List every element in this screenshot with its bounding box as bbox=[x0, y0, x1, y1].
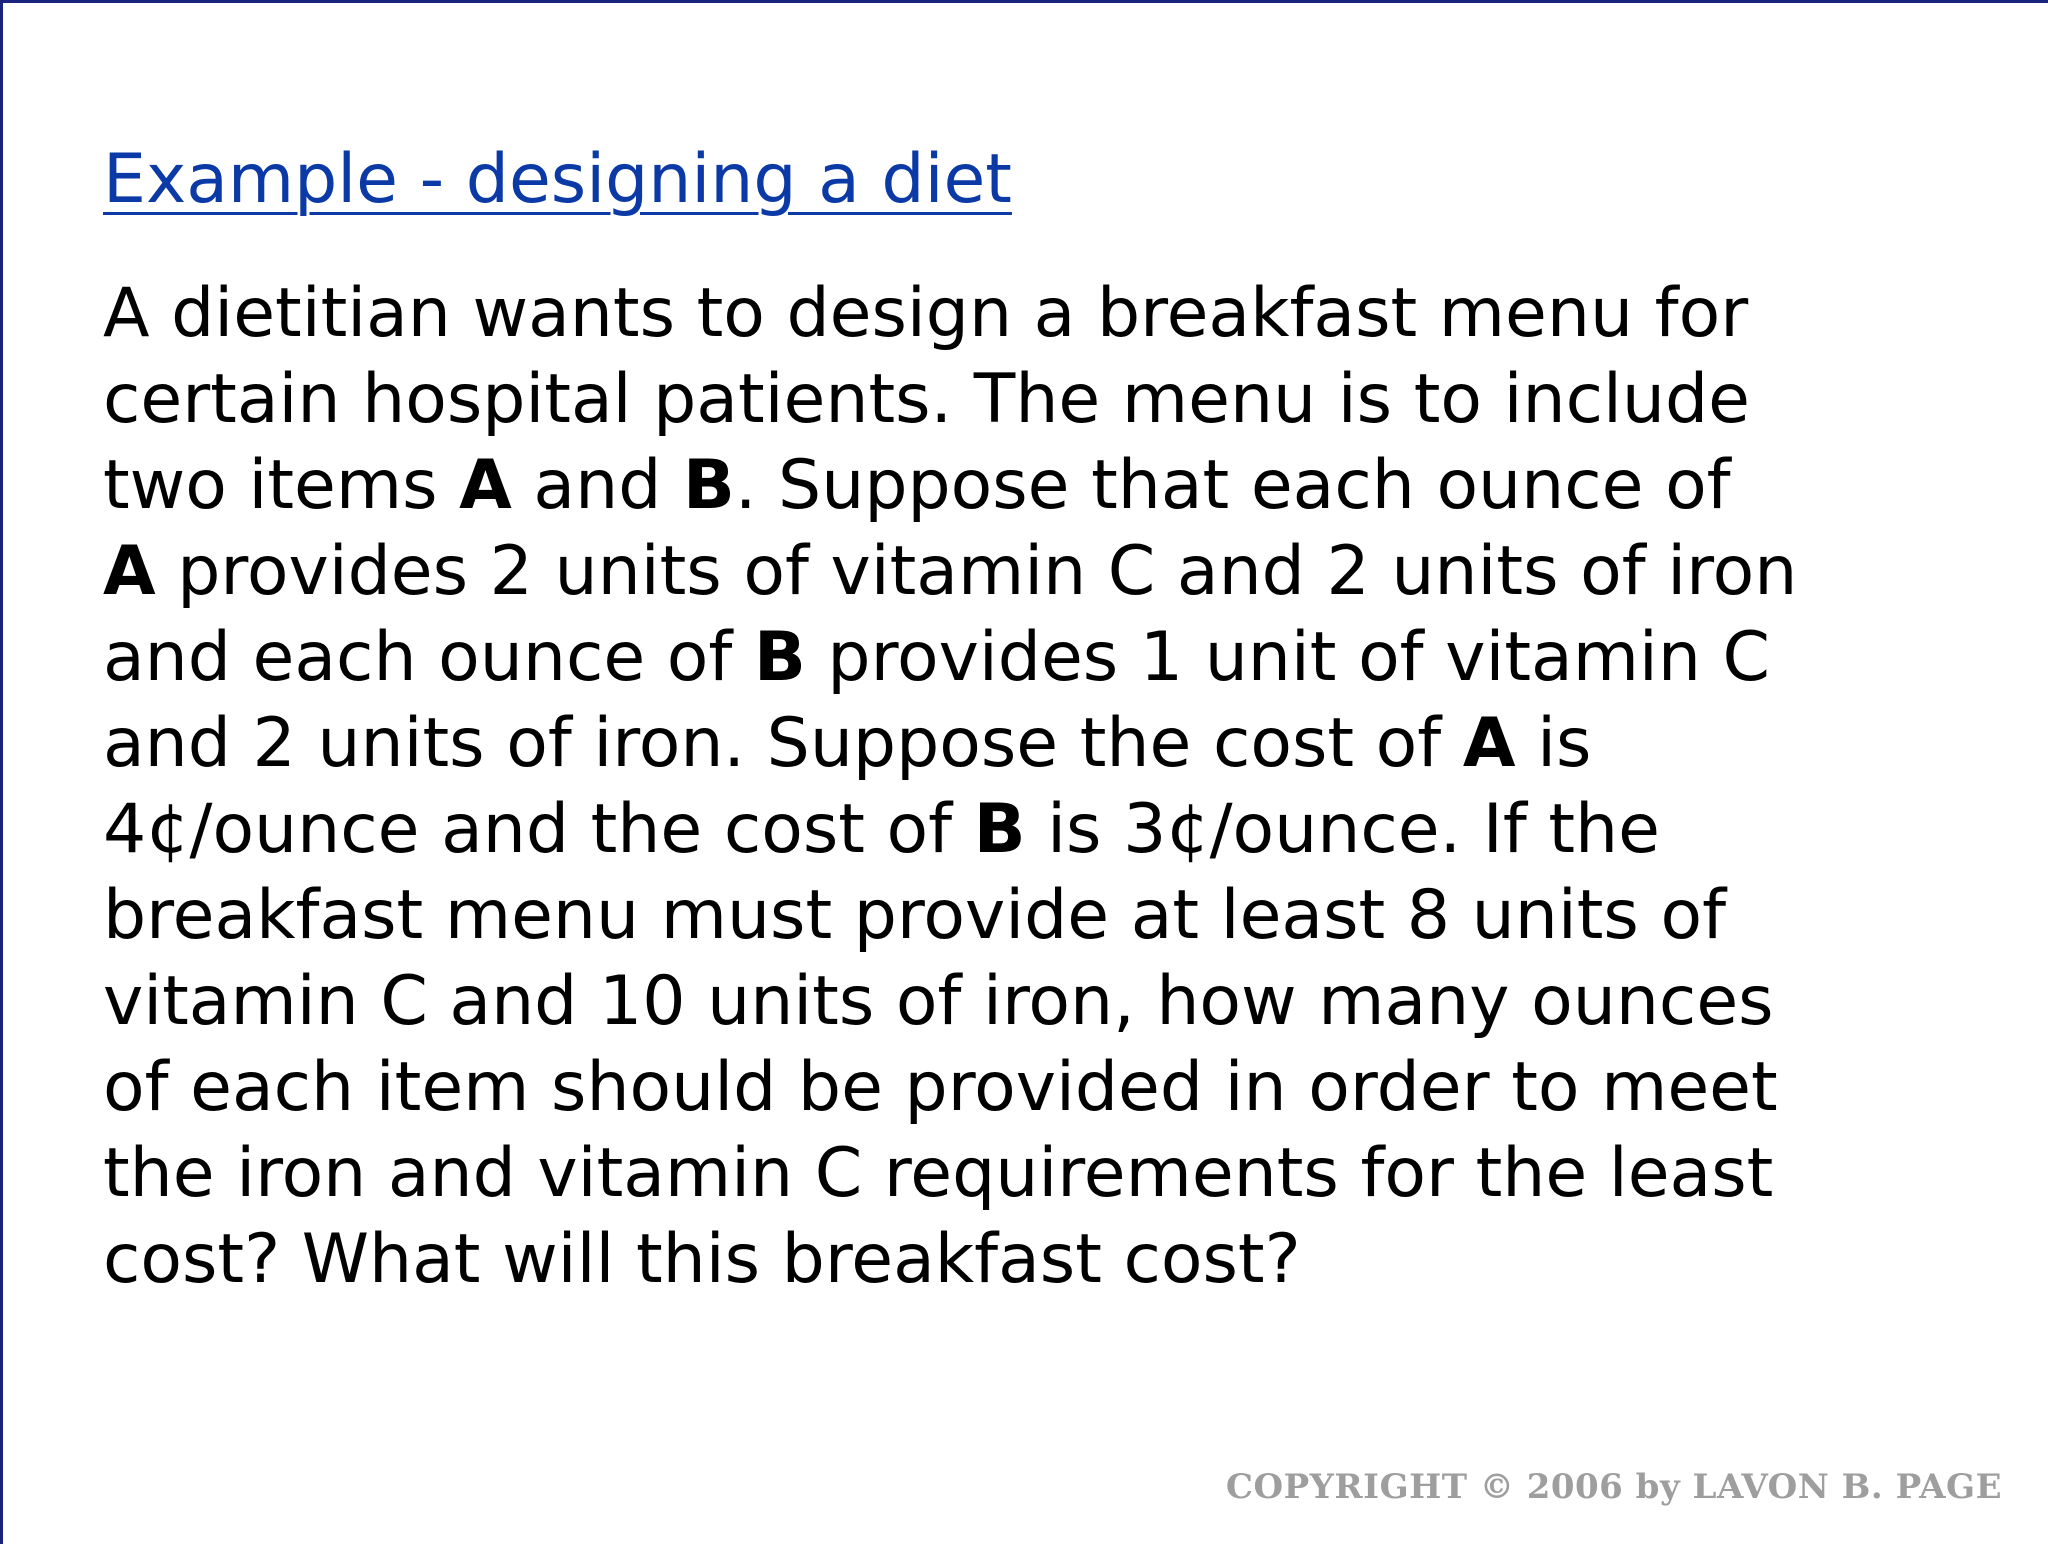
text-segment: and bbox=[511, 446, 683, 525]
text-line bbox=[103, 1045, 2043, 1131]
text-segment: and 2 units of iron. Suppose the cost of bbox=[103, 704, 1463, 783]
text-line bbox=[103, 271, 2043, 357]
text-segment: is bbox=[1515, 704, 1592, 783]
text-segment: vitamin C and 10 units of iron, how many ounces bbox=[103, 962, 1774, 1041]
bold-item-label: A bbox=[459, 446, 512, 525]
text-line bbox=[103, 1131, 2043, 1217]
text-segment: two items bbox=[103, 446, 460, 525]
text-line bbox=[103, 787, 2043, 873]
text-segment: of each item should be provided in order to meet bbox=[103, 1048, 1778, 1127]
problem-statement bbox=[103, 271, 2043, 1303]
text-line bbox=[103, 529, 2043, 615]
text-line bbox=[103, 443, 2043, 529]
bold-item-label: B bbox=[753, 618, 806, 697]
text-segment: certain hospital patients. The menu is to include bbox=[103, 360, 1750, 439]
text-segment: provides 2 units of vitamin C and 2 units of iron bbox=[155, 532, 1798, 611]
bold-item-label: B bbox=[973, 790, 1026, 869]
text-segment: A dietitian wants to design a breakfast menu for bbox=[103, 274, 1749, 353]
text-segment: is 3¢/ounce. If the bbox=[1025, 790, 1660, 869]
text-line bbox=[103, 615, 2043, 701]
copyright-notice: COPYRIGHT © 2006 by LAVON B. PAGE bbox=[1225, 1467, 2002, 1507]
bold-item-label: A bbox=[1462, 704, 1516, 783]
text-line bbox=[103, 959, 2043, 1045]
text-segment: and each ounce of bbox=[103, 618, 754, 697]
slide-title: Example - designing a diet bbox=[103, 140, 1012, 219]
text-segment: provides 1 unit of vitamin C bbox=[805, 618, 1771, 697]
bold-item-label: A bbox=[103, 532, 156, 611]
text-line bbox=[103, 357, 2043, 443]
text-segment: cost? What will this breakfast cost? bbox=[103, 1220, 1301, 1299]
text-segment: 4¢/ounce and the cost of bbox=[103, 790, 974, 869]
text-segment: the iron and vitamin C requirements for the least bbox=[103, 1134, 1774, 1213]
bold-item-label: B bbox=[682, 446, 735, 525]
text-line bbox=[103, 701, 2043, 787]
text-line bbox=[103, 873, 2043, 959]
text-segment: . Suppose that each ounce of bbox=[734, 446, 1731, 525]
text-segment: breakfast menu must provide at least 8 units of bbox=[103, 876, 1727, 955]
text-line bbox=[103, 1217, 2043, 1303]
